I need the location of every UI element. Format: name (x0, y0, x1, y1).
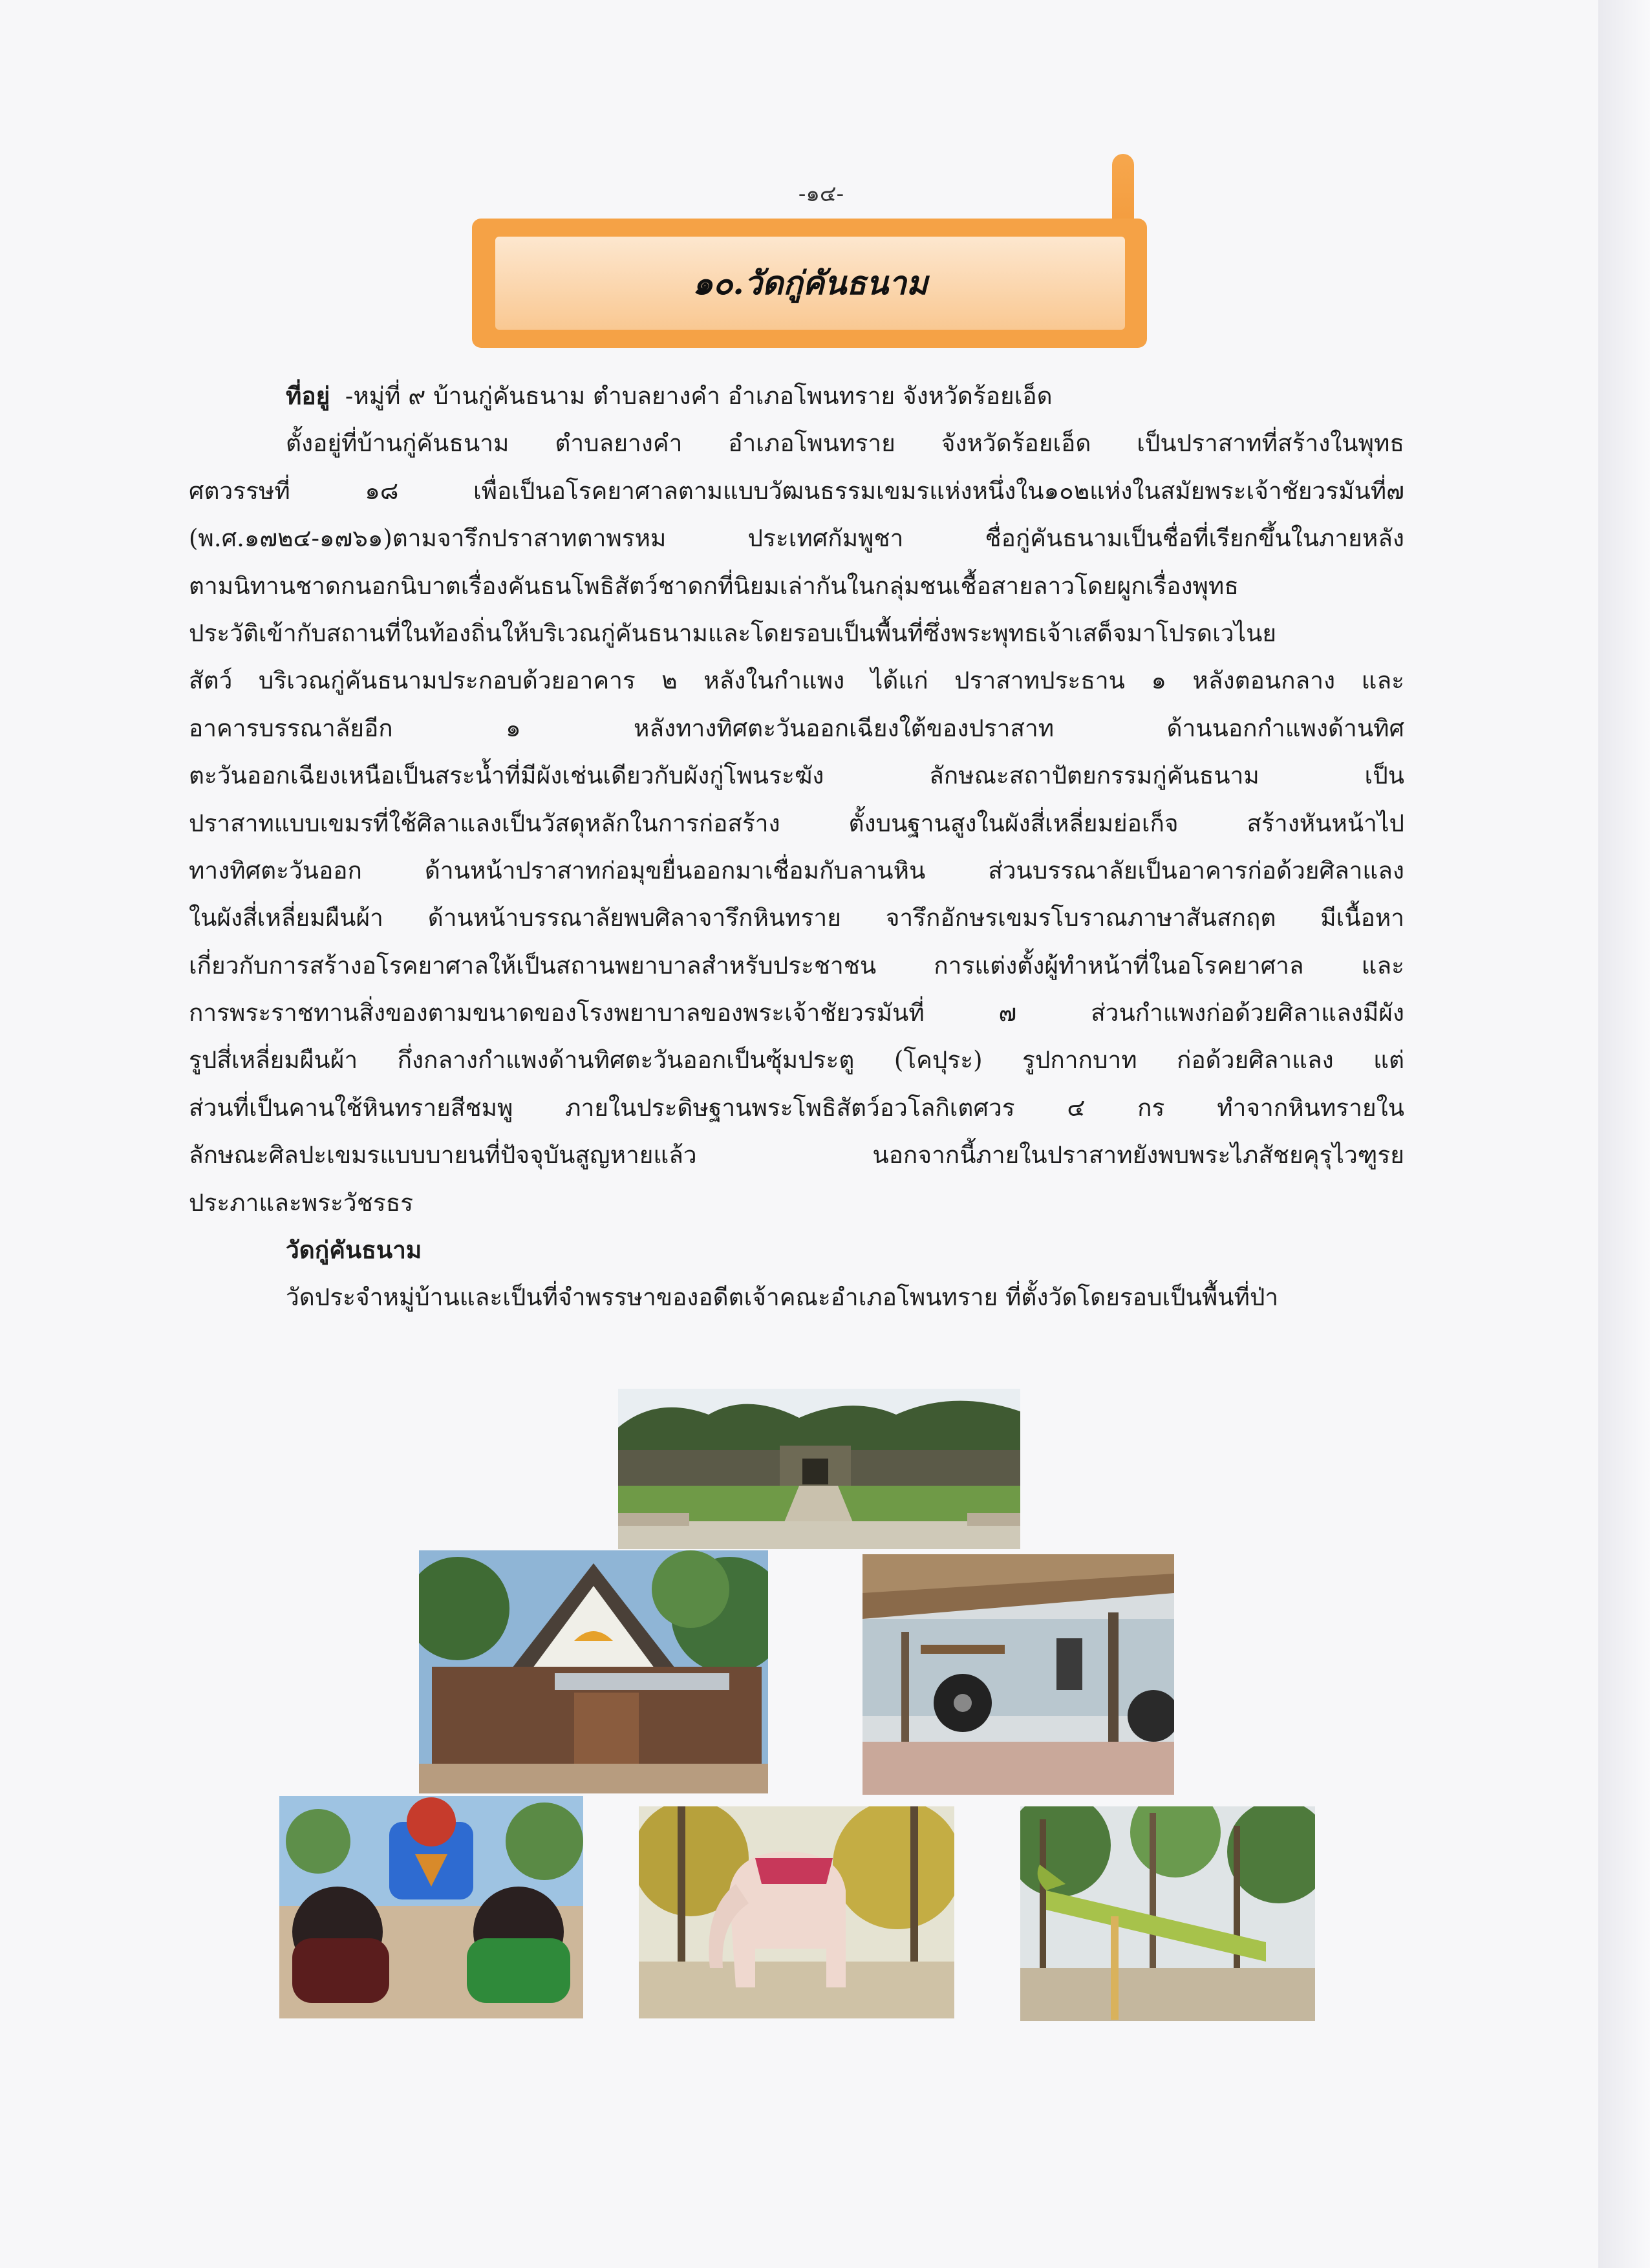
history-line: ศตวรรษที่ ๑๘ เพื่อเป็นอโรคยาศาลตามแบบวัฒนธรรมเขมรแห่งหนึ่งใน๑๐๒แห่งในสมัยพระเจ้าชัยวรมันที่๗ (189, 476, 1404, 505)
naga-statue-photo (1020, 1806, 1315, 2021)
elephant-statue-photo (639, 1806, 954, 2018)
history-line: ตะวันออกเฉียงเหนือเป็นสระน้ำที่มีผังเช่นเดียวกับผังกู่โพนระฆัง ลักษณะสถาปัตยกรรมกู่คันธนาม เป็น (189, 762, 1404, 790)
address-label: ที่อยู่ (286, 381, 330, 410)
history-line: (พ.ศ.๑๗๒๔-๑๗๖๑)ตามจารึกปราสาทตาพรหม ประเทศกัมพูชา ชื่อกู่คันธนามเป็นชื่อที่เรียกขึ้นในภายหลัง (189, 524, 1404, 553)
guardian-statues-photo (279, 1796, 583, 2018)
section-title: ๑๐.วัดกู่คันธนาม (692, 263, 928, 302)
history-line: สัตว์ บริเวณกู่คันธนามประกอบด้วยอาคาร ๒ หลังในกำแพง ได้แก่ ปราสาทประธาน ๑ หลังตอนกลาง และ (189, 667, 1404, 695)
history-line: ทางทิศตะวันออก ด้านหน้าปราสาทก่อมุขยื่นออกมาเชื่อมกับลานหิน ส่วนบรรณาลัยเป็นอาคารก่อด้วยศิลาแลง (189, 856, 1404, 884)
history-line: ลักษณะศิลปะเขมรแบบบายนที่ปัจจุบันสูญหายแล้ว นอกจากนี้ภายในปราสาทยังพบพระไภสัชยคุรุไวฑูรย (189, 1141, 1404, 1170)
scan-edge (1598, 0, 1650, 2268)
temple-heading: วัดกู่คันธนาม (286, 1236, 422, 1265)
history-line: รูปสี่เหลี่ยมผืนผ้า กึ่งกลางกำแพงด้านทิศตะวันออกเป็นซุ้มประตู (โคปุระ) รูปกากบาท ก่อด้วยศิลาแลง แต่ (189, 1046, 1404, 1075)
address-line (189, 372, 1404, 420)
drum-pavilion-photo (862, 1554, 1174, 1795)
body-text (189, 372, 1404, 1321)
temple-text: วัดประจำหมู่บ้านและเป็นที่จำพรรษาของอดีตเจ้าคณะอำเภอโพนทราย ที่ตั้งวัดโดยรอบเป็นพื้นที่ป่า (286, 1283, 1279, 1312)
history-line: ส่วนที่เป็นคานใช้หินทรายสีชมพู ภายในประดิษฐานพระโพธิสัตว์อวโลกิเตศวร ๔ กร ทำจากหินทรายใน (189, 1093, 1404, 1122)
title-banner (472, 219, 1147, 348)
history-line: ตั้งอยู่ที่บ้านกู่คันธนาม ตำบลยางคำ อำเภอโพนทราย จังหวัดร้อยเอ็ด เป็นปราสาทที่สร้างในพุทธ (286, 429, 1404, 458)
page-number: -๑๔- (798, 181, 844, 207)
address-value: -หมู่ที่ ๙ บ้านกู่คันธนาม ตำบลยางคำ อำเภอโพนทราย จังหวัดร้อยเอ็ด (345, 382, 1053, 410)
ruin-gate-photo (618, 1389, 1020, 1549)
history-line: ตามนิทานชาดกนอกนิบาตเรื่องคันธนโพธิสัตว์ชาดกที่นิยมเล่ากันในกลุ่มชนเชื้อสายลาวโดยผูกเรื่องพุทธ (189, 572, 1239, 600)
history-line: ปราสาทแบบเขมรที่ใช้ศิลาแลงเป็นวัสดุหลักในการก่อสร้าง ตั้งบนฐานสูงในผังสี่เหลี่ยมย่อเก็จ สร้างหันหน้าไป (189, 809, 1404, 837)
history-line: เกี่ยวกับการสร้างอโรคยาศาลให้เป็นสถานพยาบาลสำหรับประชาชน การแต่งตั้งผู้ทำหน้าที่ในอโรคยาศาล และ (189, 951, 1404, 979)
history-line: ในผังสี่เหลี่ยมผืนผ้า ด้านหน้าบรรณาลัยพบศิลาจารึกหินทราย จารึกอักษรเขมรโบราณภาษาสันสกฤต มีเนื้อหา (189, 904, 1404, 932)
wooden-hall-photo (419, 1550, 768, 1793)
history-line: ประภาและพระวัชรธร (189, 1188, 414, 1217)
history-line: การพระราชทานสิ่งของตามขนาดของโรงพยาบาลของพระเจ้าชัยวรมันที่ ๗ ส่วนกำแพงก่อด้วยศิลาแลงมีผัง (189, 999, 1404, 1027)
history-line: อาคารบรรณาลัยอีก ๑ หลังทางทิศตะวันออกเฉียงใต้ของปราสาท ด้านนอกกำแพงด้านทิศ (189, 714, 1404, 742)
history-line: ประวัติเข้ากับสถานที่ในท้องถิ่นให้บริเวณกู่คันธนามและโดยรอบเป็นพื้นที่ซึ่งพระพุทธเจ้าเสด็จมาโปรดเวไนย (189, 619, 1277, 647)
